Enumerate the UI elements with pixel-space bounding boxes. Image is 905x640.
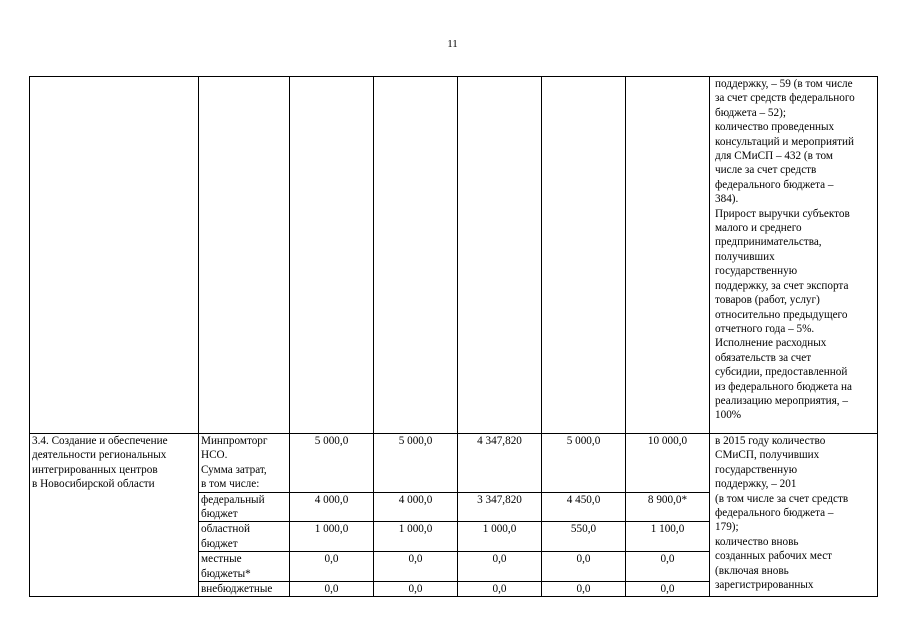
value-cell: 1 000,0	[374, 522, 458, 552]
value-cell: 0,0	[542, 552, 626, 582]
program-table	[29, 76, 878, 597]
value-cell: 8 900,0*	[626, 492, 710, 522]
value-cell: 10 000,0	[626, 434, 710, 493]
continued-indicators-cell: поддержку, – 59 (в том числе за счет средств федерального бюджета – 52); количество проведенных консультаций и мероприятий для СМиСП – 432 (в том числе за счет средств федерального бюджета – 384). Прирост выручки субъектов малого и среднего предпринимательства, получивших государственную поддержку, за счет экспорта товаров (работ, услуг) относительно предыдущего отчетного года – 5%. Исполнение расходных обязательств за счет субсидии, предоставленной из федерального бюджета на реализацию мероприятия, – 100%	[710, 77, 878, 434]
value-cell: 0,0	[290, 552, 374, 582]
value-cell: 5 000,0	[542, 434, 626, 493]
empty-cell	[374, 77, 458, 434]
value-cell: 4 450,0	[542, 492, 626, 522]
value-cell: 5 000,0	[374, 434, 458, 493]
empty-cell	[290, 77, 374, 434]
empty-cell	[30, 77, 199, 434]
activity-name-cell: 3.4. Создание и обеспечение деятельности региональных интегрированных центров в Новосибирской области	[30, 434, 199, 597]
value-cell: 1 000,0	[458, 522, 542, 552]
funding-source-label: местные бюджеты*	[199, 552, 290, 582]
value-cell: 0,0	[626, 582, 710, 597]
value-cell: 1 000,0	[290, 522, 374, 552]
value-cell: 0,0	[458, 552, 542, 582]
activity-indicators-cell: в 2015 году количество СМиСП, получивших государственную поддержку, – 201 (в том числе за счет средств федерального бюджета – 179); количество вновь созданных рабочих мест (включая вновь зарегистрированных	[710, 434, 878, 597]
funding-source-label: Минпромторг НСО. Сумма затрат, в том числе:	[199, 434, 290, 493]
value-cell: 0,0	[290, 582, 374, 597]
value-cell: 0,0	[458, 582, 542, 597]
value-cell: 1 100,0	[626, 522, 710, 552]
value-cell: 0,0	[374, 552, 458, 582]
value-cell: 4 000,0	[290, 492, 374, 522]
value-cell: 0,0	[542, 582, 626, 597]
funding-source-label: областной бюджет	[199, 522, 290, 552]
empty-cell	[199, 77, 290, 434]
funding-source-label: внебюджетные	[199, 582, 290, 597]
continuation-row	[30, 77, 878, 434]
funding-source-label: федеральный бюджет	[199, 492, 290, 522]
value-cell: 550,0	[542, 522, 626, 552]
value-cell: 0,0	[374, 582, 458, 597]
empty-cell	[458, 77, 542, 434]
value-cell: 4 347,820	[458, 434, 542, 493]
page-number: 11	[447, 38, 458, 50]
value-cell: 5 000,0	[290, 434, 374, 493]
empty-cell	[542, 77, 626, 434]
value-cell: 3 347,820	[458, 492, 542, 522]
value-cell: 4 000,0	[374, 492, 458, 522]
table-row	[30, 434, 878, 493]
empty-cell	[626, 77, 710, 434]
value-cell: 0,0	[626, 552, 710, 582]
